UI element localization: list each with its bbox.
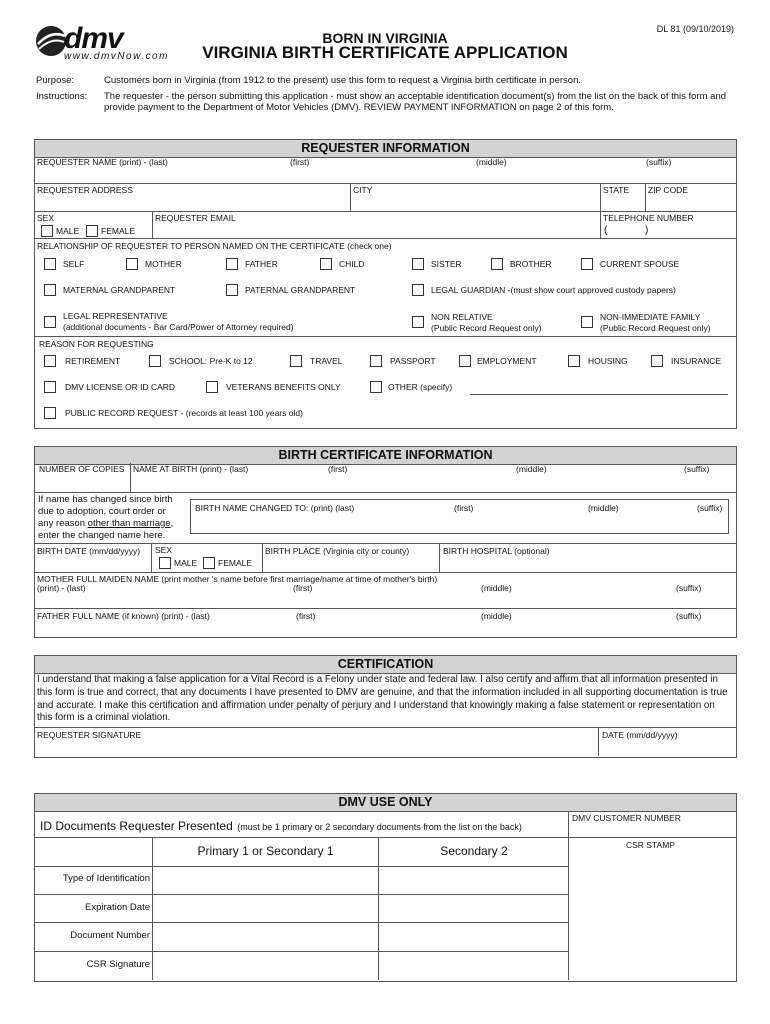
rel-mother-checkbox[interactable] (126, 258, 138, 270)
signature-field[interactable] (36, 741, 596, 755)
rel-paternal-grandparent-checkbox[interactable] (226, 284, 238, 296)
mother-suffix-label: (suffix) (676, 583, 702, 593)
rel-maternal-grandparent-label: MATERNAL GRANDPARENT (63, 285, 176, 295)
id-docs-note: (must be 1 primary or 2 secondary documents from the list on the back) (237, 822, 522, 832)
col-primary-header: Primary 1 or Secondary 1 (197, 844, 334, 858)
address-label: REQUESTER ADDRESS (37, 185, 133, 195)
reason-employment-label: EMPLOYMENT (477, 356, 537, 366)
form-id: DL 81 (09/10/2019) (656, 24, 734, 34)
rel-sister-label: SISTER (431, 259, 462, 269)
instructions-text: The requester - the person submitting this application - must show an acceptable identification document(s) from the list on the back of this form and provide payment to the Department of Motor Vehicles (DMV). REVIEW PAYMENT INFORMATION on page 2 of this form. (104, 91, 727, 114)
hospital-field[interactable] (441, 557, 734, 571)
legal-rep-note: (additional documents - Bar Card/Power of Attorney required) (63, 322, 294, 332)
hospital-label: BIRTH HOSPITAL (optional) (443, 546, 550, 556)
cert-date-field[interactable] (600, 741, 734, 755)
name-changed-note-2: due to adoption, court order or (38, 506, 166, 517)
rel-spouse-checkbox[interactable] (581, 258, 593, 270)
rel-spouse-label: CURRENT SPOUSE (600, 259, 680, 269)
rel-legal-guardian-checkbox[interactable] (412, 284, 424, 296)
other-specify-field[interactable] (470, 382, 728, 395)
copies-field[interactable] (36, 476, 128, 491)
requester-heading: REQUESTER INFORMATION (35, 140, 736, 158)
reason-housing-label: HOUSING (588, 356, 628, 366)
title-born: BORN IN VIRGINIA (322, 30, 448, 46)
reason-label: REASON FOR REQUESTING (39, 339, 154, 349)
reason-passport-label: PASSPORT (390, 356, 436, 366)
logo-text: dmv (64, 22, 123, 55)
id-docs-label: ID Documents Requester Presented (40, 819, 233, 833)
female-label: FEMALE (101, 226, 136, 236)
reason-school-label: SCHOOL: Pre-K to 12 (169, 356, 253, 366)
mother-label: MOTHER FULL MAIDEN NAME (print mother 's name before first marriage/name at time of mother's birth) (37, 574, 438, 584)
birth-heading: BIRTH CERTIFICATE INFORMATION (35, 447, 736, 465)
rel-father-label: FATHER (245, 259, 278, 269)
reason-veterans-label: VETERANS BENEFITS ONLY (226, 382, 341, 392)
zip-field[interactable] (646, 195, 735, 210)
dmv-use-heading: DMV USE ONLY (35, 794, 736, 812)
rel-self-label: SELF (63, 259, 85, 269)
father-first-label: (first) (296, 611, 316, 621)
name-changed-note-3b: other than marriage (87, 518, 171, 529)
requester-suffix-label: (suffix) (646, 157, 672, 167)
rel-child-checkbox[interactable] (320, 258, 332, 270)
mother-first-label: (first) (293, 583, 313, 593)
rel-non-immediate-checkbox[interactable] (581, 316, 593, 328)
requester-middle-label: (middle) (476, 157, 507, 167)
birth-female-label: FEMALE (218, 558, 253, 568)
phone-area-open: ( (604, 225, 608, 236)
birth-date-field[interactable] (36, 557, 149, 571)
public-record-checkbox[interactable] (44, 407, 56, 419)
row-type-label: Type of Identification (62, 873, 150, 884)
reason-employment-checkbox[interactable] (459, 355, 471, 367)
name-changed-note-1: If name has changed since birth (38, 494, 173, 505)
csr-stamp-label: CSR STAMP (626, 840, 675, 850)
female-checkbox[interactable] (86, 225, 98, 237)
changed-suffix-label: (suffix) (697, 503, 723, 513)
reason-travel-label: TRAVEL (310, 356, 343, 366)
legal-rep-label: LEGAL REPRESENTATIVE (63, 311, 168, 321)
customer-number-field[interactable] (570, 823, 734, 836)
male-checkbox[interactable] (41, 225, 53, 237)
reason-insurance-checkbox[interactable] (651, 355, 663, 367)
mother-last-label: (print) - (last) (37, 583, 86, 593)
reason-dmv-license-checkbox[interactable] (44, 381, 56, 393)
name-changed-note-3 (38, 518, 173, 529)
rel-self-checkbox[interactable] (44, 258, 56, 270)
rel-sister-checkbox[interactable] (412, 258, 424, 270)
father-name-field[interactable] (36, 622, 734, 635)
birth-middle-label: (middle) (516, 464, 547, 474)
id-docs-title (40, 817, 522, 835)
email-label: REQUESTER EMAIL (155, 213, 236, 223)
birth-first-label: (first) (328, 464, 348, 474)
logo-url: www.dmvNow.com (64, 51, 169, 62)
rel-child-label: CHILD (339, 259, 365, 269)
reason-dmv-license-label: DMV LICENSE OR ID CARD (65, 382, 176, 392)
requester-name-field[interactable] (35, 168, 735, 182)
name-at-birth-label: NAME AT BIRTH (print) - (last) (133, 464, 249, 474)
reason-travel-checkbox[interactable] (290, 355, 302, 367)
father-middle-label: (middle) (481, 611, 512, 621)
requester-first-label: (first) (290, 157, 310, 167)
copies-label: NUMBER OF COPIES (39, 464, 125, 474)
non-immediate-note: (Public Record Request only) (600, 323, 711, 333)
rel-mother-label: MOTHER (145, 259, 182, 269)
sex-label: SEX (37, 213, 55, 223)
type-id-secondary-cell[interactable] (380, 868, 566, 893)
birth-male-label: MALE (174, 558, 198, 568)
non-relative-note: (Public Record Request only) (431, 323, 542, 333)
phone-label: TELEPHONE NUMBER (603, 213, 694, 223)
city-field[interactable] (351, 195, 599, 210)
mother-name-field[interactable] (36, 594, 734, 607)
col-secondary-header: Secondary 2 (440, 844, 508, 858)
name-changed-note-3c: , (170, 518, 174, 529)
father-suffix-label: (suffix) (676, 611, 702, 621)
csr-signature-secondary-cell[interactable] (380, 953, 566, 979)
father-label: FATHER FULL NAME (if known) (print) - (last) (37, 611, 210, 621)
non-immediate-label: NON-IMMEDIATE FAMILY (600, 312, 701, 322)
address-field[interactable] (35, 195, 349, 210)
customer-number-label: DMV CUSTOMER NUMBER (572, 813, 681, 823)
certification-heading: CERTIFICATION (35, 656, 736, 674)
type-id-primary-cell[interactable] (154, 868, 376, 893)
changed-middle-label: (middle) (588, 503, 619, 513)
reason-school-checkbox[interactable] (149, 355, 161, 367)
changed-first-label: (first) (454, 503, 474, 513)
rel-legal-rep-checkbox[interactable] (44, 316, 56, 328)
expiration-primary-cell[interactable] (154, 896, 376, 921)
rel-maternal-grandparent-checkbox[interactable] (44, 284, 56, 296)
name-changed-note-3a: any reason (38, 518, 88, 529)
birth-place-field[interactable] (264, 557, 437, 571)
rel-father-checkbox[interactable] (226, 258, 238, 270)
page-title: VIRGINIA BIRTH CERTIFICATE APPLICATION (202, 43, 568, 62)
birth-date-label: BIRTH DATE (mm/dd/yyyy) (37, 546, 141, 556)
name-at-birth-field[interactable] (132, 476, 734, 491)
mother-middle-label: (middle) (481, 583, 512, 593)
rel-legal-guardian-label: LEGAL GUARDIAN -(must show court approved custody papers) (431, 285, 676, 295)
row-expiration-label: Expiration Date (85, 902, 150, 913)
public-record-label: PUBLIC RECORD REQUEST - (records at least 100 years old) (65, 408, 303, 418)
reason-housing-checkbox[interactable] (568, 355, 580, 367)
birth-place-label: BIRTH PLACE (Virginia city or county) (265, 546, 410, 556)
signature-label: REQUESTER SIGNATURE (37, 730, 142, 740)
requester-name-label: REQUESTER NAME (print) - (last) (37, 157, 168, 167)
male-label: MALE (56, 226, 80, 236)
rel-paternal-grandparent-label: PATERNAL GRANDPARENT (245, 285, 356, 295)
purpose-label: Purpose: (36, 75, 75, 86)
csr-signature-primary-cell[interactable] (154, 953, 376, 979)
rel-non-relative-checkbox[interactable] (412, 316, 424, 328)
row-csr-signature-label: CSR Signature (86, 959, 150, 970)
reason-other-checkbox[interactable] (370, 381, 382, 393)
certification-text: I understand that making a false application for a Vital Record is a Felony under state and federal law. I also certify and affirm that all information presented in this form is true and correct, that any documents I have presented to DMV are genuine, and that the information included in all supporting documentation is true and accurate. I make this certification and affirmation under penalty of perjury and I understand that knowingly making a false statement or representation on this form is a criminal violation. (37, 674, 728, 724)
changed-to-label: BIRTH NAME CHANGED TO: (print) (last) (195, 503, 355, 513)
phone-field[interactable] (609, 224, 733, 237)
state-label: STATE (603, 185, 630, 195)
instructions-label: Instructions: (36, 91, 88, 102)
name-changed-note-4: enter the changed name here. (38, 530, 166, 541)
doc-number-primary-cell[interactable] (154, 924, 376, 950)
reason-insurance-label: INSURANCE (671, 356, 722, 366)
state-field[interactable] (601, 195, 644, 210)
birth-female-checkbox[interactable] (203, 557, 215, 569)
reason-retirement-label: RETIREMENT (65, 356, 121, 366)
row-document-number-label: Document Number (70, 930, 150, 941)
birth-section (34, 446, 737, 638)
birth-suffix-label: (suffix) (684, 464, 710, 474)
doc-number-secondary-cell[interactable] (380, 924, 566, 950)
reason-other-label: OTHER (specify) (388, 382, 453, 392)
non-relative-label: NON RELATIVE (431, 312, 493, 322)
cert-date-label: DATE (mm/dd/yyyy) (602, 730, 678, 740)
rel-brother-checkbox[interactable] (491, 258, 503, 270)
reason-veterans-checkbox[interactable] (206, 381, 218, 393)
birth-sex-label: SEX (155, 545, 173, 555)
birth-male-checkbox[interactable] (159, 557, 171, 569)
reason-retirement-checkbox[interactable] (44, 355, 56, 367)
zip-label: ZIP CODE (648, 185, 688, 195)
expiration-secondary-cell[interactable] (380, 896, 566, 921)
relationship-label: RELATIONSHIP OF REQUESTER TO PERSON NAMED ON THE CERTIFICATE (check one) (37, 241, 392, 251)
rel-brother-label: BROTHER (510, 259, 552, 269)
phone-area-close: ) (645, 225, 649, 236)
purpose-text: Customers born in Virginia (from 1912 to the present) use this form to request a Virginia birth certificate in person. (104, 75, 581, 86)
city-label: CITY (353, 185, 373, 195)
reason-passport-checkbox[interactable] (370, 355, 382, 367)
email-field[interactable] (154, 224, 598, 237)
